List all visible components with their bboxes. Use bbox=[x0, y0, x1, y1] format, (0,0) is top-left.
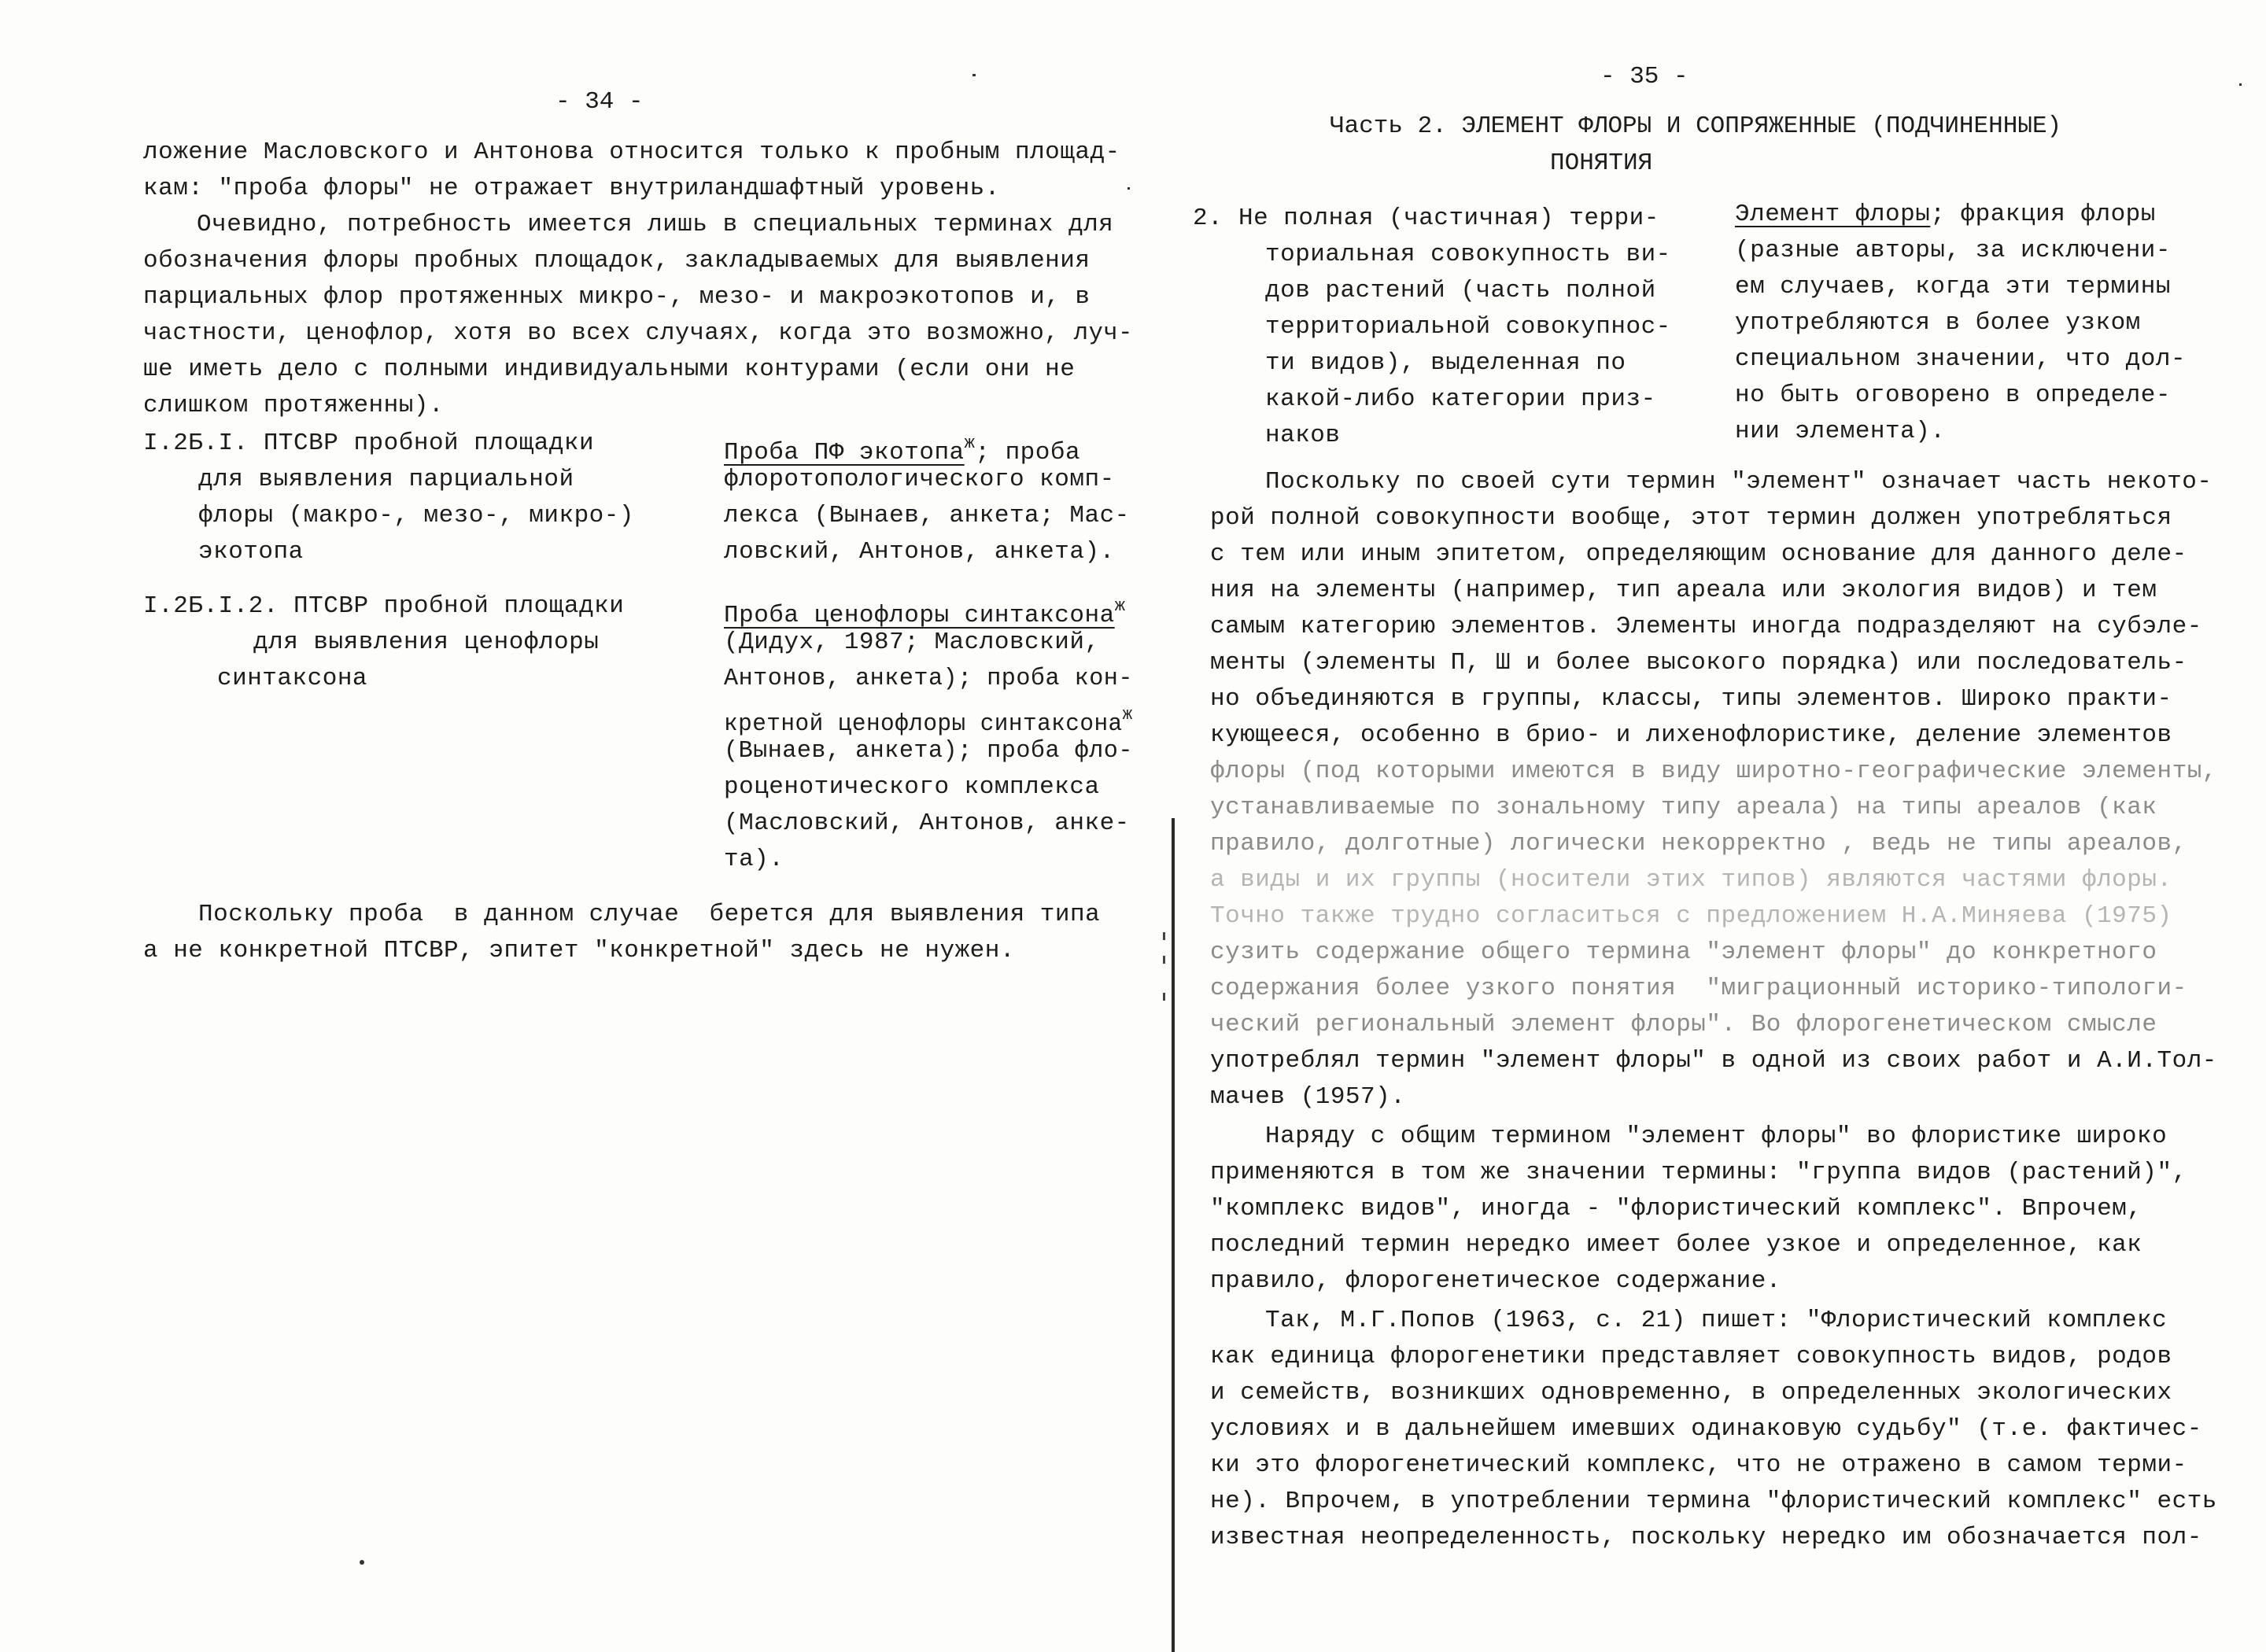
text-line: ческий региональный элемент флоры". Во флорогенетическом смысле bbox=[1210, 1011, 2157, 1038]
synonym-line: (Масловский, Антонов, анке- bbox=[724, 809, 1130, 837]
definition-line: ториальная совокупность ви- bbox=[1265, 241, 1671, 268]
scan-speck bbox=[972, 74, 976, 76]
scan-speck bbox=[1127, 187, 1130, 190]
text-line: рой полной совокупности вообще, этот термин должен употребляться bbox=[1210, 504, 2172, 532]
synonym-line: лекса (Вынаев, анкета; Мас- bbox=[724, 502, 1130, 529]
page-gutter-line bbox=[1172, 818, 1175, 1652]
text-line: употреблял термин "элемент флоры" в одной из своих работ и А.И.Тол- bbox=[1210, 1047, 2217, 1075]
text-line: ложение Масловского и Антонова относится только к пробным площад- bbox=[143, 138, 1120, 166]
synonym-line: та). bbox=[724, 846, 784, 873]
definition-line: дов растений (часть полной bbox=[1265, 277, 1656, 304]
text-line: известная неопределенность, поскольку нередко им обозначается пол- bbox=[1210, 1524, 2202, 1551]
text-line: и семейств, возникших одновременно, в определенных экологических bbox=[1210, 1379, 2172, 1407]
text-line: кам: "проба флоры" не отражает внутриландшафтный уровень. bbox=[143, 175, 1000, 202]
text-line: Так, М.Г.Попов (1963, с. 21) пишет: "Флористический комплекс bbox=[1265, 1307, 2168, 1334]
gutter-mark bbox=[1163, 932, 1165, 940]
footnote-marker: ж bbox=[964, 433, 976, 453]
text-line: с тем или иным эпитетом, определяющим основание для данного деле- bbox=[1210, 540, 2187, 568]
synonym-line: Антонов, анкета); проба кон- bbox=[724, 665, 1133, 692]
text-line: Точно также трудно согласиться с предложением Н.А.Миняева (1975) bbox=[1210, 902, 2172, 930]
synonym-line: (Дидух, 1987; Масловский, bbox=[724, 629, 1100, 656]
definition-line: для выявления ценофлоры bbox=[253, 629, 600, 656]
gutter-mark bbox=[1163, 993, 1165, 1001]
definition-line: территориальной совокупнос- bbox=[1265, 313, 1671, 341]
text-line: кующееся, особенно в брио- и лихенофлористике, деление элементов bbox=[1210, 721, 2172, 749]
text-line: ния на элементы (например, тип ареала или экология видов) и тем bbox=[1210, 577, 2157, 604]
text-line: флоры (под которыми имеются в виду широтно-географические элементы, bbox=[1210, 758, 2217, 785]
definition-line: для выявления парциальной bbox=[198, 466, 574, 493]
synonym-text: кретной ценофлоры синтаксона bbox=[724, 710, 1123, 738]
footnote-line: а не конкретной ПТСВР, эпитет "конкретной" здесь не нужен. bbox=[143, 937, 1015, 964]
text-line: условиях и в дальнейшем имевших одинаковую судьбу" (т.е. фактичес- bbox=[1210, 1415, 2202, 1443]
synonym-line: (Вынаев, анкета); проба фло- bbox=[724, 737, 1133, 765]
text-line: а виды и их группы (носители этих типов) являются частями флоры. bbox=[1210, 866, 2172, 894]
text-line: последний термин нередко имеет более узкое и определенное, как bbox=[1210, 1231, 2142, 1259]
text-line: применяются в том же значении термины: "группа видов (растений)", bbox=[1210, 1159, 2187, 1186]
page-number: - 35 - bbox=[1600, 63, 1688, 90]
text-line: устанавливаемые по зональному типу ареала) на типы ареалов (как bbox=[1210, 794, 2157, 821]
definition-line: ти видов), выделенная по bbox=[1265, 349, 1626, 377]
text-line: Поскольку по своей сути термин "элемент" означает часть некото- bbox=[1265, 468, 2212, 496]
part-title: Часть 2. ЭЛЕМЕНТ ФЛОРЫ И СОПРЯЖЕННЫЕ (ПОДЧИНЕННЫЕ) bbox=[1330, 112, 2062, 140]
synonym-line: ловский, Антонов, анкета). bbox=[724, 538, 1115, 566]
text-line: ше иметь дело с полными индивидуальными контурами (если они не bbox=[143, 356, 1076, 383]
footnote-marker: ж bbox=[1122, 705, 1133, 725]
term-line: ем случаев, когда эти термины bbox=[1735, 273, 2171, 301]
text-line: ки это флорогенетический комплекс, что не отражено в самом терми- bbox=[1210, 1451, 2187, 1479]
text-line: как единица флорогенетики представляет совокупность видов, родов bbox=[1210, 1343, 2172, 1370]
term-tail: ; проба bbox=[975, 439, 1081, 466]
text-line: не). Впрочем, в употреблении термина "флористический комплекс" есть bbox=[1210, 1488, 2217, 1515]
term-tail: ; фракция флоры bbox=[1930, 201, 2156, 228]
page-number: - 34 - bbox=[555, 88, 644, 116]
definition-line: синтаксона bbox=[217, 665, 368, 692]
term-line: но быть оговорено в определе- bbox=[1735, 382, 2171, 409]
text-line: правило, долготные) логически некорректно , ведь не типы ареалов, bbox=[1210, 830, 2187, 857]
text-line: Очевидно, потребность имеется лишь в специальных терминах для bbox=[197, 211, 1114, 238]
text-line: менты (элементы П, Ш и более высокого порядка) или последователь- bbox=[1210, 649, 2187, 677]
definition-line: наков bbox=[1265, 422, 1341, 449]
text-line: парциальных флор протяженных микро-, мезо- и макроэкотопов и, в bbox=[143, 283, 1091, 311]
term-line: (разные авторы, за исключени- bbox=[1735, 237, 2171, 264]
definition-line: Не полная (частичная) терри- bbox=[1238, 205, 1659, 232]
text-line: слишком протяженны). bbox=[143, 392, 445, 419]
synonym-line: флоротопологического комп- bbox=[724, 466, 1115, 493]
term-name: Проба ПФ экотопа bbox=[724, 439, 965, 466]
text-line: но объединяются в группы, классы, типы элементов. Широко практи- bbox=[1210, 685, 2172, 713]
synonym-line: роценотического комплекса bbox=[724, 773, 1100, 801]
footnote-line: Поскольку проба в данном случае берется для выявления типа bbox=[198, 901, 1101, 928]
text-line: самым категорию элементов. Элементы иногда подразделяют на субэле- bbox=[1210, 613, 2202, 640]
term-line: употребляются в более узком bbox=[1735, 309, 2141, 337]
term-line bbox=[1735, 197, 2156, 233]
text-line: обозначения флоры пробных площадок, закладываемых для выявления bbox=[143, 247, 1091, 275]
part-title-cont: ПОНЯТИЯ bbox=[1550, 149, 1653, 177]
gutter-mark bbox=[1163, 956, 1165, 964]
text-line: "комплекс видов", иногда - "флористический комплекс". Впрочем, bbox=[1210, 1195, 2142, 1222]
text-line: мачев (1957). bbox=[1210, 1083, 1406, 1111]
definition-line: флоры (макро-, мезо-, микро-) bbox=[198, 502, 634, 529]
text-line: Наряду с общим термином "элемент флоры" во флористике широко bbox=[1265, 1123, 2168, 1150]
footnote-marker: ж bbox=[1114, 596, 1126, 616]
text-line: частности, ценофлор, хотя во всех случаях, когда это возможно, луч- bbox=[143, 319, 1133, 347]
term-name: Проба ценофлоры синтаксона bbox=[724, 602, 1115, 629]
entry-code: I.2Б.I.2. ПТСВР пробной площадки bbox=[143, 592, 625, 620]
definition-line: экотопа bbox=[198, 538, 304, 566]
text-line: содержания более узкого понятия "миграционный историко-типологи- bbox=[1210, 975, 2187, 1002]
definition-number: 2. bbox=[1193, 205, 1223, 232]
text-line: сузить содержание общего термина "элемент флоры" до конкретного bbox=[1210, 938, 2157, 966]
scan-speck bbox=[360, 1560, 364, 1565]
text-line: правило, флорогенетическое содержание. bbox=[1210, 1267, 1781, 1295]
term-name: Элемент флоры bbox=[1735, 201, 1931, 228]
entry-code: I.2Б.I. ПТСВР пробной площадки bbox=[143, 430, 595, 457]
term-line: нии элемента). bbox=[1735, 418, 1946, 445]
scan-speck bbox=[2239, 83, 2242, 86]
term-line: специальном значении, что дол- bbox=[1735, 345, 2187, 373]
definition-line: какой-либо категории приз- bbox=[1265, 385, 1656, 413]
